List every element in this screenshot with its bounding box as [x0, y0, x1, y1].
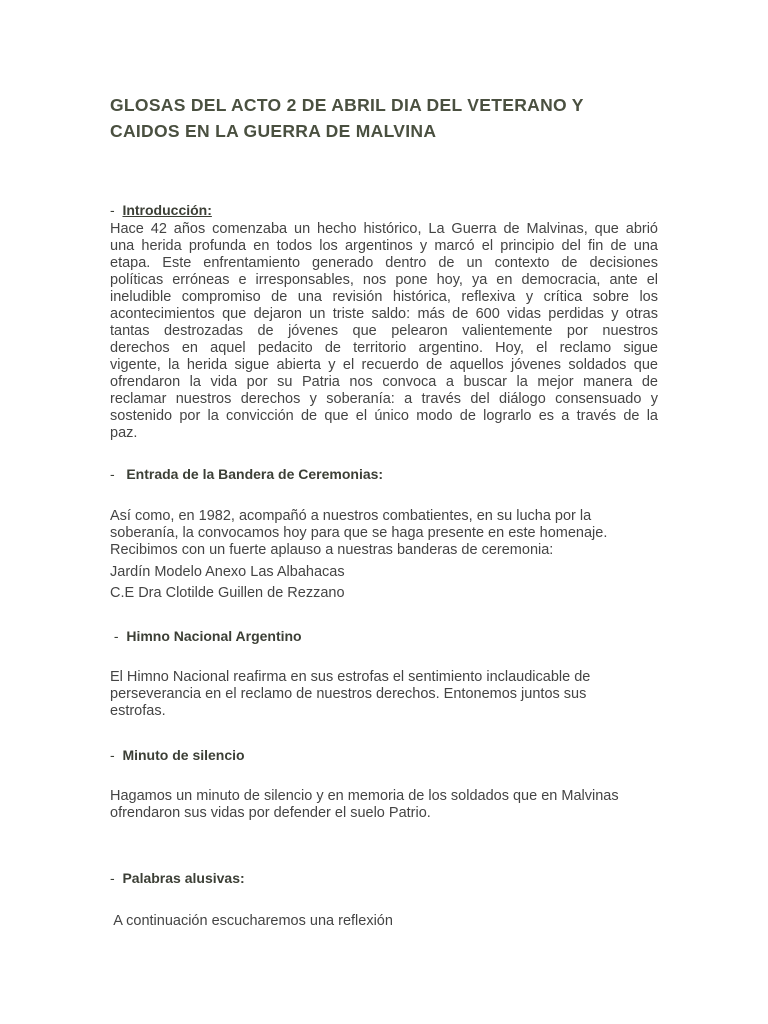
- section-heading-himno: [110, 627, 302, 645]
- paragraph-line: paz.: [110, 425, 138, 441]
- paragraph-line: Hace 42 años comenzaba un hecho histórico, La Guerra de Malvinas, que abrió: [110, 221, 658, 237]
- paragraph-line: ineludible compromiso de una revisión histórica, reflexiva y crítica sobre los: [110, 289, 658, 305]
- paragraph-line: Recibimos con un fuerte aplauso a nuestras banderas de ceremonia:: [110, 542, 554, 558]
- heading-dash: -: [110, 202, 115, 218]
- paragraph-line: El Himno Nacional reafirma en sus estrofas el sentimiento inclaudicable de: [110, 669, 591, 685]
- section-heading-introduccion: [110, 201, 212, 219]
- paragraph-line: ofrendaron sus vidas por defender el suelo Patrio.: [110, 805, 431, 821]
- minuto-paragraph: [110, 788, 658, 822]
- introduccion-paragraph: [110, 221, 658, 442]
- paragraph-line: Así como, en 1982, acompañó a nuestros combatientes, en su lucha por la: [110, 508, 592, 524]
- paragraph-line: vigente, la herida sigue abierta y el recuerdo de aquellos jóvenes soldados que: [110, 357, 658, 373]
- heading-dash: -: [110, 747, 115, 763]
- paragraph-line: acontecimientos que dejaron un triste saldo: más de 600 vidas perdidas y otras: [110, 306, 658, 322]
- paragraph-line: políticas erróneas e irresponsables, nos pone hoy, ya en democracia, ante el: [110, 272, 658, 288]
- himno-paragraph: [110, 669, 658, 720]
- heading-dash: -: [113, 628, 119, 644]
- paragraph-line: derechos en aquel pedacito de territorio argentino. Hoy, el reclamo sigue: [110, 340, 658, 356]
- heading-label: Introducción:: [122, 202, 212, 218]
- list-item: Jardín Modelo Anexo Las Albahacas: [110, 564, 345, 580]
- heading-dash: -: [110, 466, 115, 482]
- section-heading-bandera: [110, 465, 383, 483]
- paragraph-line: ofrendaron la vida por su Patria nos convoca a buscar la mejor manera de: [110, 374, 658, 390]
- palabras-paragraph: A continuación escucharemos una reflexión: [110, 913, 393, 929]
- title-line: GLOSAS DEL ACTO 2 DE ABRIL DIA DEL VETERANO Y: [110, 95, 584, 115]
- bandera-paragraph: [110, 508, 658, 559]
- heading-dash: -: [110, 870, 115, 886]
- document-title: [110, 92, 658, 144]
- section-heading-palabras: [110, 869, 245, 887]
- heading-label: Entrada de la Bandera de Ceremonias:: [126, 466, 384, 482]
- title-line: CAIDOS EN LA GUERRA DE MALVINA: [110, 121, 437, 141]
- paragraph-line: perseverancia en el reclamo de nuestros derechos. Entonemos juntos sus: [110, 686, 587, 702]
- list-item: C.E Dra Clotilde Guillen de Rezzano: [110, 585, 345, 601]
- paragraph-line: estrofas.: [110, 703, 166, 719]
- paragraph-line: sostenido por la convicción de que el único modo de lograrlo es a través de la: [110, 408, 658, 424]
- paragraph-line: etapa. Este enfrentamiento generado dentro de un contexto de decisiones: [110, 255, 658, 271]
- heading-label: Himno Nacional Argentino: [126, 628, 302, 644]
- heading-label: Palabras alusivas:: [122, 870, 245, 886]
- paragraph-line: Hagamos un minuto de silencio y en memoria de los soldados que en Malvinas: [110, 788, 619, 804]
- heading-label: Minuto de silencio: [122, 747, 245, 763]
- paragraph-line: una herida profunda en todos los argentinos y marcó el principio del fin de una: [110, 238, 658, 254]
- section-heading-minuto: [110, 746, 245, 764]
- paragraph-line: tantas destrozadas de jóvenes que pelearon valientemente por nuestros: [110, 323, 658, 339]
- paragraph-line: soberanía, la convocamos hoy para que se haga presente en este homenaje.: [110, 525, 608, 541]
- paragraph-line: reclamar nuestros derechos y soberanía: a través del diálogo consensuado y: [110, 391, 658, 407]
